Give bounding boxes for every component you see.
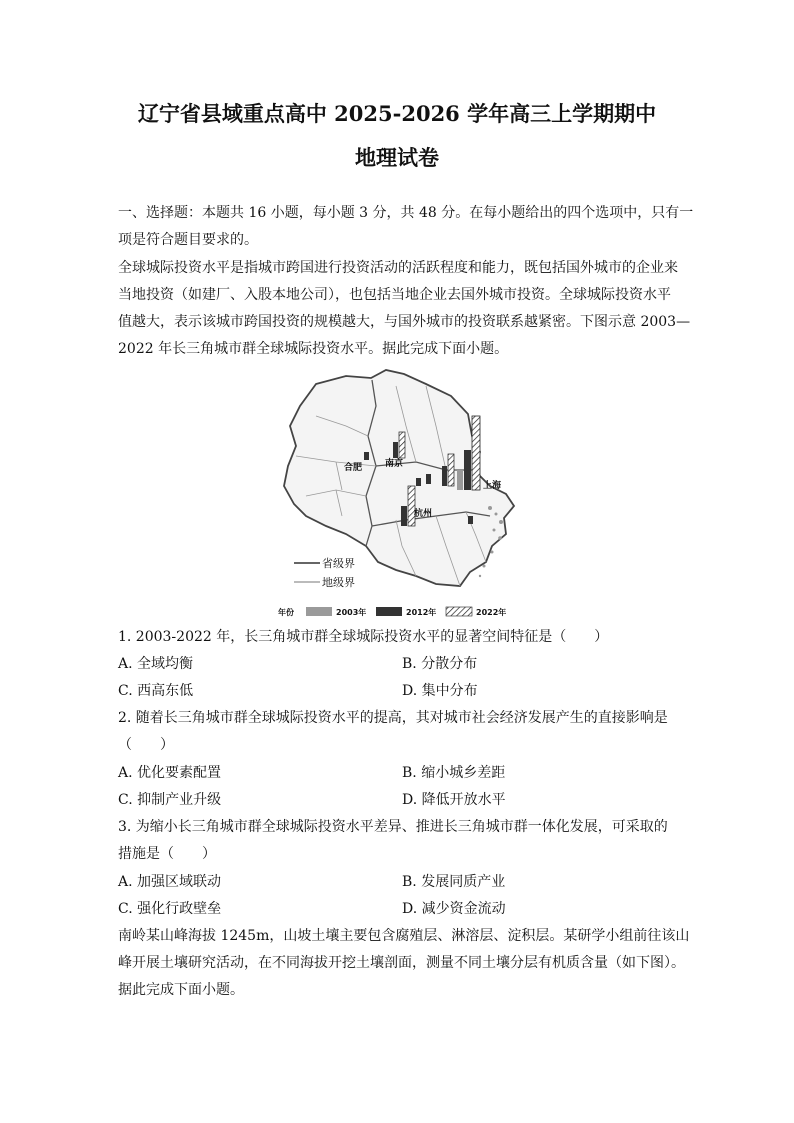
section-intro-line: 一、选择题：本题共 16 小题，每小题 3 分，共 48 分。在每小题给出的四个选项中，只有一 — [118, 205, 694, 221]
exam-title: 辽宁省县域重点高中 2025-2026 学年高三上学期期中 — [137, 101, 657, 126]
bar-shanghai-2012 — [464, 450, 471, 490]
material-text-line: 据此完成下面小题。 — [118, 982, 244, 998]
city-label-hangzhou: 杭州 — [414, 509, 433, 519]
legend-province-label: 省级界 — [322, 557, 355, 570]
material-text-line: 2022 年长三角城市群全球城际投资水平。据此完成下面小题。 — [118, 341, 509, 357]
bar-hangzhou-2012 — [401, 506, 407, 526]
bar-wuxi-2012 — [426, 474, 431, 484]
section-intro-line: 项是符合题目要求的。 — [118, 232, 258, 248]
question-stem: 1. 2003-2022 年，长三角城市群全球城际投资水平的显著空间特征是（ ） — [118, 629, 609, 645]
legend-year-title: 年份 — [278, 608, 294, 617]
legend-swatch-2003 — [306, 607, 332, 616]
option-b[interactable]: B. 分散分布 — [402, 656, 478, 672]
legend-year-2022: 2022年 — [476, 608, 507, 617]
option-a[interactable]: A. 优化要素配置 — [118, 765, 222, 781]
material-text-line: 峰开展土壤研究活动，在不同海拔开挖土壤剖面，测量不同土壤分层有机质含量（如下图）。 — [118, 955, 685, 971]
option-c[interactable]: C. 西高东低 — [118, 683, 194, 699]
option-d[interactable]: D. 降低开放水平 — [402, 792, 506, 808]
legend-swatch-2012 — [376, 607, 402, 616]
bar-hefei-2012 — [364, 452, 369, 460]
bar-suzhou-2022 — [448, 454, 454, 486]
bar-hangzhou-2022 — [408, 486, 415, 526]
option-d[interactable]: D. 集中分布 — [402, 683, 478, 699]
bar-suzhou-2012 — [442, 466, 447, 486]
option-c[interactable]: C. 抑制产业升级 — [118, 792, 222, 808]
bar-ningbo-2012 — [468, 516, 473, 524]
city-label-hefei: 合肥 — [344, 463, 363, 473]
exam-subject: 地理试卷 — [355, 145, 439, 170]
material-text-line: 南岭某山峰海拔 1245m，山坡土壤主要包含腐殖层、淋溶层、淀积层。某研学小组前往该山 — [118, 928, 690, 944]
bar-changzhou-2012 — [416, 478, 421, 486]
question-stem-cont: （ ） — [118, 737, 174, 753]
yangtze-delta-investment-map — [276, 366, 522, 620]
city-label-shanghai: 上海 — [483, 481, 502, 491]
legend-year-2012: 2012年 — [406, 608, 437, 617]
material-text-line: 当地投资（如建厂、入股本地公司），也包括当地企业去国外城市投资。全球城际投资水平 — [118, 287, 671, 303]
option-a[interactable]: A. 加强区域联动 — [118, 874, 222, 890]
bar-nanjing-2012 — [393, 442, 398, 458]
option-a[interactable]: A. 全域均衡 — [118, 656, 194, 672]
legend-swatch-2022 — [446, 607, 472, 616]
material-text-line: 全球城际投资水平是指城市跨国进行投资活动的活跃程度和能力，既包括国外城市的企业来 — [118, 260, 678, 276]
bar-nanjing-2022 — [399, 432, 405, 458]
legend-prefecture-label: 地级界 — [322, 576, 355, 589]
bar-shanghai-2022 — [472, 416, 480, 490]
question-stem: 2. 随着长三角城市群全球城际投资水平的提高，其对城市社会经济发展产生的直接影响是 — [118, 710, 668, 726]
bar-shanghai-2003 — [457, 470, 463, 490]
option-b[interactable]: B. 缩小城乡差距 — [402, 765, 506, 781]
option-d[interactable]: D. 减少资金流动 — [402, 901, 506, 917]
option-b[interactable]: B. 发展同质产业 — [402, 874, 506, 890]
question-stem: 3. 为缩小长三角城市群全球城际投资水平差异、推进长三角城市群一体化发展，可采取的 — [118, 819, 668, 835]
legend-year-2003: 2003年 — [336, 608, 367, 617]
material-text-line: 值越大，表示该城市跨国投资的规模越大，与国外城市的投资联系越紧密。下图示意 2003— — [118, 314, 691, 330]
option-c[interactable]: C. 强化行政壁垒 — [118, 901, 222, 917]
city-label-nanjing: 南京 — [385, 459, 404, 469]
question-stem-cont: 措施是（ ） — [118, 846, 216, 862]
